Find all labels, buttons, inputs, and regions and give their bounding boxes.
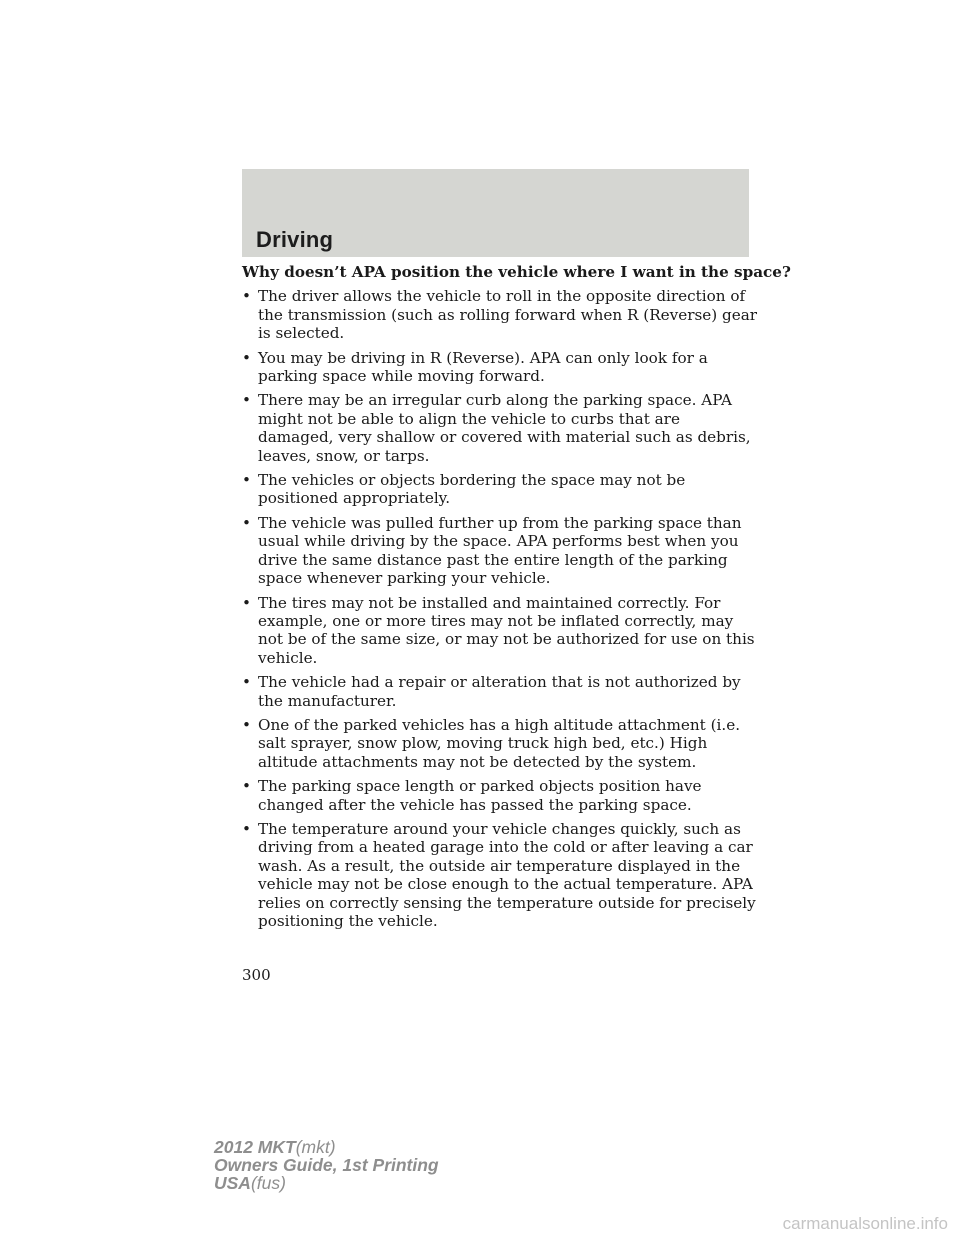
answer-list bbox=[242, 287, 760, 930]
list-item bbox=[242, 287, 760, 342]
bullet-icon: • bbox=[242, 819, 251, 838]
bullet-icon: • bbox=[242, 715, 251, 734]
section-title: Driving bbox=[256, 227, 334, 252]
list-item-text: The vehicle had a repair or alteration that is not authorized by the manufacturer. bbox=[258, 673, 741, 710]
list-item-text: There may be an irregular curb along the parking space. APA might not be able to align the vehicle to curbs that are damaged, very shallow or covered with material such as debris, leaves, snow, or tarps. bbox=[258, 391, 751, 465]
list-item bbox=[242, 391, 760, 465]
page-content bbox=[242, 263, 791, 936]
list-item bbox=[242, 716, 760, 771]
list-item-text: The driver allows the vehicle to roll in the opposite direction of the transmission (such as rolling forward when R (Reverse) gear is selected. bbox=[258, 287, 758, 343]
bullet-icon: • bbox=[242, 777, 251, 796]
watermark: carmanualsonline.info bbox=[782, 1214, 948, 1233]
section-header-band bbox=[242, 169, 749, 257]
footer-model-code: (mkt) bbox=[295, 1137, 336, 1157]
footer-region-code: (fus) bbox=[250, 1173, 286, 1193]
bullet-icon: • bbox=[242, 471, 251, 490]
list-item-text: The parking space length or parked objects position have changed after the vehicle has passed the parking space. bbox=[258, 777, 702, 814]
bullet-icon: • bbox=[242, 673, 251, 692]
list-item-text: The vehicles or objects bordering the space may not be positioned appropriately. bbox=[258, 471, 686, 508]
footer-model: 2012 MKT bbox=[214, 1137, 296, 1157]
list-item-text: The vehicle was pulled further up from the parking space than usual while driving by the space. APA performs best when you drive the same distance past the entire length of the parking space whenever parking your vehicle. bbox=[258, 513, 742, 588]
list-item bbox=[242, 594, 760, 668]
page-number: 300 bbox=[242, 966, 271, 984]
footer-line-region bbox=[214, 1174, 439, 1192]
list-item-text: The temperature around your vehicle changes quickly, such as driving from a heated garage into the cold or after leaving a car wash. As a result, the outside air temperature displayed in the vehicle may not be close enough to the actual temperature. APA relies on correctly sensing the temperature outside for precisely positioning the vehicle. bbox=[258, 819, 756, 930]
print-footer bbox=[214, 1138, 439, 1192]
list-item bbox=[242, 349, 760, 386]
list-item bbox=[242, 777, 760, 814]
footer-line-model bbox=[214, 1138, 439, 1156]
list-item-text: You may be driving in R (Reverse). APA can only look for a parking space while moving forward. bbox=[258, 348, 708, 386]
list-item bbox=[242, 673, 760, 710]
bullet-icon: • bbox=[242, 593, 251, 612]
list-item bbox=[242, 514, 760, 588]
list-item-text: One of the parked vehicles has a high altitude attachment (i.e. salt sprayer, snow plow, moving truck high bed, etc.) High altitude attachments may not be detected by the system. bbox=[258, 715, 741, 771]
bullet-icon: • bbox=[242, 287, 251, 306]
list-item bbox=[242, 820, 760, 930]
footer-edition: Owners Guide, 1st Printing bbox=[214, 1155, 439, 1175]
bullet-icon: • bbox=[242, 348, 251, 367]
list-item bbox=[242, 471, 760, 508]
footer-region: USA bbox=[214, 1173, 251, 1193]
bullet-icon: • bbox=[242, 513, 251, 532]
list-item-text: The tires may not be installed and maintained correctly. For example, one or more tires may not be inflated correctly, may not be of the same size, or may not be authorized for use on this vehicle. bbox=[258, 593, 755, 667]
bullet-icon: • bbox=[242, 391, 251, 410]
faq-question: Why doesn’t APA position the vehicle where I want in the space? bbox=[242, 263, 791, 281]
